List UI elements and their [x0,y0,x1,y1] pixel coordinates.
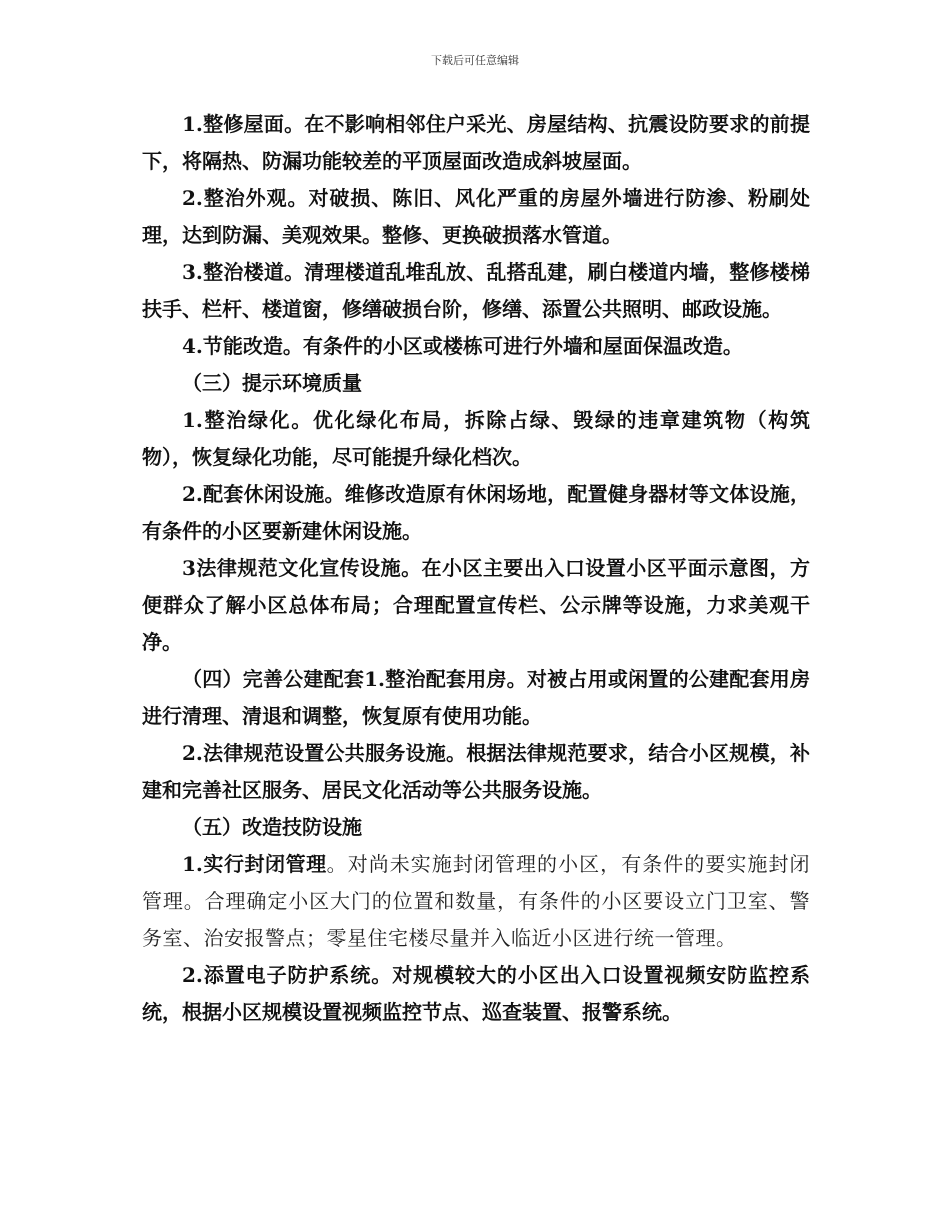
document-body [142,106,810,1031]
section-heading-security: （五）改造技防设施 [182,815,362,839]
paragraph-publicity: 3法律规范文化宣传设施。在小区主要出入口设置小区平面示意图，方便群众了解小区总体布局；合理配置宣传栏、公示牌等设施，力求美观干净。 [142,556,810,654]
paragraph-closed-management-body: 。对尚未实施封闭管理的小区，有条件的要实施封闭管理。合理确定小区大门的位置和数量，有条件的小区要设立门卫室、警务室、治安报警点；零星住宅楼尽量并入临近小区进行统一管理。 [142,852,810,950]
paragraph-energy: 4.节能改造。有条件的小区或楼栋可进行外墙和屋面保温改造。 [182,334,743,358]
paragraph-stairwell: 3.整治楼道。清理楼道乱堆乱放、乱搭乱建，刷白楼道内墙，整修楼梯扶手、栏杆、楼道窗，修缮破损台阶，修缮、添置公共照明、邮政设施。 [142,260,810,321]
paragraph-public-services: 2.法律规范设置公共服务设施。根据法律规范要求，结合小区规模，补建和完善社区服务、居民文化活动等公共服务设施。 [142,741,810,802]
paragraph-closed-management-lead: 1.实行封闭管理 [182,852,327,876]
paragraph-electronic-protection: 2.添置电子防护系统。对规模较大的小区出入口设置视频安防监控系统，根据小区规模设置视频监控节点、巡查装置、报警系统。 [142,963,810,1024]
section-heading-environment: （三）提示环境质量 [182,371,362,395]
paragraph-leisure: 2.配套休闲设施。维修改造原有休闲场地，配置健身器材等文体设施，有条件的小区要新建休闲设施。 [142,482,810,543]
paragraph-supporting-facilities: （四）完善公建配套1.整治配套用房。对被占用或闲置的公建配套用房进行清理、清退和调整，恢复原有使用功能。 [142,667,810,728]
paragraph-closed-management [142,846,810,957]
paragraph-facade: 2.整治外观。对破损、陈旧、风化严重的房屋外墙进行防渗、粉刷处理，达到防漏、美观效果。整修、更换破损落水管道。 [142,186,810,247]
paragraph-greening: 1.整治绿化。优化绿化布局，拆除占绿、毁绿的违章建筑物（构筑物），恢复绿化功能，尽可能提升绿化档次。 [142,408,810,469]
paragraph-roof: 1.整修屋面。在不影响相邻住户采光、房屋结构、抗震设防要求的前提下，将隔热、防漏功能较差的平顶屋面改造成斜坡屋面。 [142,112,810,173]
page-header: 下载后可任意编辑 [431,54,519,67]
